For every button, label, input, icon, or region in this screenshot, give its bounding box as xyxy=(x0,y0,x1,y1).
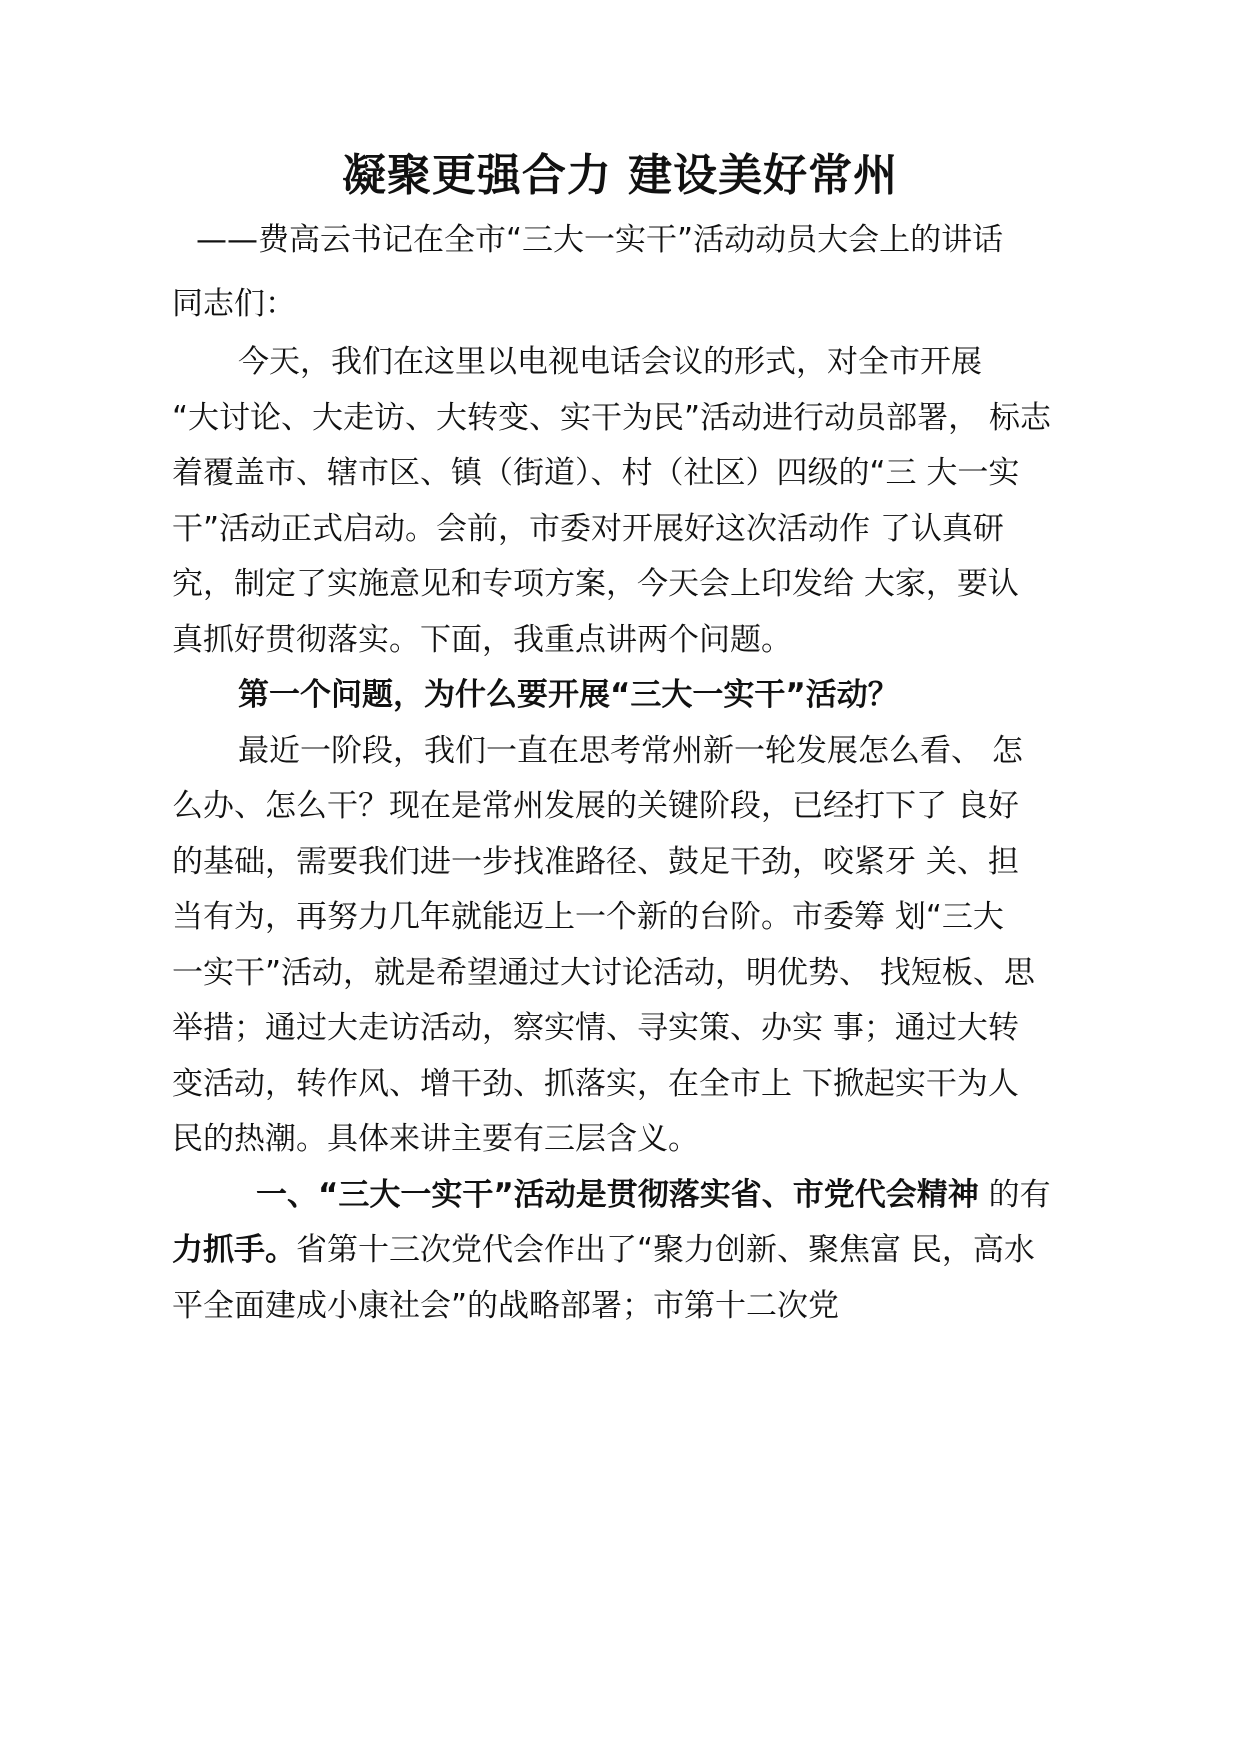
body-line xyxy=(172,1223,1072,1279)
body-line: 当有为，再努力几年就能迈上一个新的台阶。市委筹 划“三大 xyxy=(172,899,1004,935)
document-body xyxy=(172,335,1072,1334)
body-line: “大讨论、大走访、大转变、实干为民”活动进行动员部署， 标志 xyxy=(172,399,1051,436)
subsection-heading-tail: 的有 xyxy=(978,1176,1051,1213)
body-line: 最近一阶段，我们一直在思考常州新一轮发展怎么看、 怎 xyxy=(238,732,1023,769)
body-line: 干”活动正式启动。会前，市委对开展好这次活动作 了认真研 xyxy=(172,510,1004,547)
body-line: 么办、怎么干？现在是常州发展的关键阶段，已经打下了 良好 xyxy=(172,788,1019,824)
body-line: 今天，我们在这里以电视电话会议的形式，对全市开展 xyxy=(238,344,982,380)
body-line-text: 省第十三次党代会作出了“聚力创新、聚焦富 民，高水 xyxy=(296,1232,1035,1268)
document-subtitle: ——费高云书记在全市“三大一实干”活动动员大会上的讲话 xyxy=(196,222,1004,258)
body-line: 真抓好贯彻落实。下面，我重点讲两个问题。 xyxy=(172,621,792,658)
subsection-heading: 一、“三大一实干”活动是贯彻落实省、市党代会精神 xyxy=(256,1176,979,1213)
section-heading: 第一个问题，为什么要开展“三大一实干”活动？ xyxy=(238,677,899,713)
salutation: 同志们： xyxy=(172,286,296,322)
body-line: 着覆盖市、辖市区、镇（街道）、村（社区）四级的“三 大一实 xyxy=(172,455,1020,491)
subsection-line xyxy=(172,1168,1072,1224)
document-title: 凝聚更强合力 建设美好常州 xyxy=(341,150,899,201)
body-line: 平全面建成小康社会”的战略部署；市第十二次党 xyxy=(172,1287,840,1324)
body-line: 变活动，转作风、增干劲、抓落实，在全市上 下掀起实干为人 xyxy=(172,1065,1019,1102)
subsection-heading-end: 力抓手。 xyxy=(172,1232,296,1268)
body-line: 一实干”活动，就是希望通过大讨论活动，明优势、 找短板、思 xyxy=(172,954,1035,991)
body-line: 民的热潮。具体来讲主要有三层含义。 xyxy=(172,1121,699,1157)
body-line: 的基础，需要我们进一步找准路径、鼓足干劲，咬紧牙 关、担 xyxy=(172,843,1019,880)
body-line: 究，制定了实施意见和专项方案，今天会上印发给 大家，要认 xyxy=(172,566,1019,602)
body-line: 举措；通过大走访活动，察实情、寻实策、办实 事；通过大转 xyxy=(172,1010,1019,1046)
